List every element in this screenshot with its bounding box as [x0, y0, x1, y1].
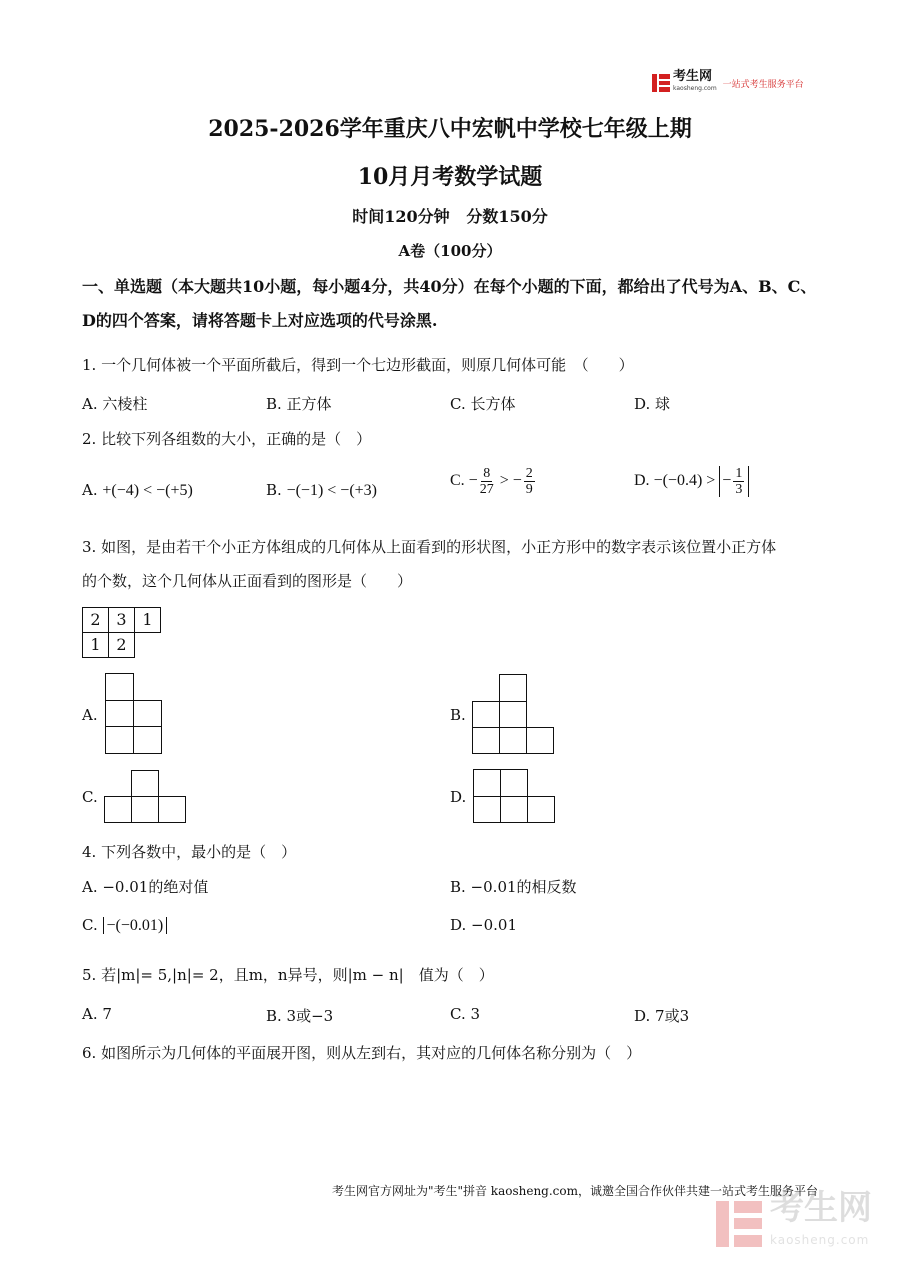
q5-option-a: A. 7 [82, 1005, 112, 1023]
watermark [716, 1188, 872, 1256]
q1-option-d: D. 球 [634, 395, 671, 413]
question-1-stem: 1. 一个几何体被一个平面所截后，得到一个七边形截面，则原几何体可能 （ ） [82, 356, 634, 374]
q4-option-a: A. −0.01的绝对值 [82, 878, 209, 896]
q5-option-d: D. 7或3 [634, 1007, 690, 1025]
watermark-text: 考生网 kaosheng.com [770, 1192, 872, 1256]
q1-option-b: B. 正方体 [266, 395, 332, 413]
grid-cell: 2 [108, 632, 135, 658]
time-score: 时间120分钟 分数150分 [352, 207, 548, 226]
q1-option-a: A. 六棱柱 [82, 395, 148, 413]
question-3-stem-line1: 3. 如图，是由若干个小正方体组成的几何体从上面看到的形状图，小正方形中的数字表示该位置小正方体 [82, 538, 777, 556]
logo-domain: kaosheng.com [673, 85, 717, 92]
grid-cell: 2 [82, 607, 109, 633]
q2-option-c: C. − $\frac{8}{27}$ > − $\frac{2}{9}$ [450, 466, 533, 497]
watermark-logo-icon [716, 1201, 762, 1247]
q2-option-d: D. −(−0.4) > − $\frac{1}{3}$ [634, 466, 749, 497]
footer-text: 考生网官方网址为"考生"拼音 kaosheng.com，诚邀全国合作伙伴共建一站式考生服务平台 [331, 1184, 818, 1198]
kaosheng-logo-icon [652, 74, 670, 92]
q5-option-c: C. 3 [450, 1005, 481, 1023]
exam-title-line1: 2025-2026学年重庆八中宏帆中学校七年级上期 [208, 116, 692, 142]
q3-option-d-label: D. [450, 788, 467, 806]
watermark-domain: kaosheng.com [770, 1233, 870, 1247]
question-6-stem: 6. 如图所示为几何体的平面展开图，则从左到右，其对应的几何体名称分别为（ ） [82, 1044, 642, 1062]
question-5-stem: 5. 若|m|= 5,|n|= 2，且m，n异号，则|m − n| 值为（ ） [82, 966, 494, 984]
volume-label: A卷（100分） [398, 242, 502, 260]
section-heading: 一、单选题（本大题共10小题，每小题4分，共40分）在每个小题的下面，都给出了代号为A、B、C、D的四个答案，请将答题卡上对应选项的代号涂黑. [82, 277, 817, 330]
q1-option-c: C. 长方体 [450, 395, 516, 413]
q2-option-a: A. +(−4) < −(+5) [82, 481, 193, 499]
logo-name: 考生网 kaosheng.com [673, 71, 717, 95]
header-slogan: 一站式考生服务平台 [722, 79, 804, 90]
question-4-stem: 4. 下列各数中，最小的是（ ） [82, 843, 297, 861]
question-2-stem: 2. 比较下列各组数的大小，正确的是（ ） [82, 430, 372, 448]
exam-title-line2: 10月月考数学试题 [357, 164, 543, 190]
question-3-stem-line2: 的个数，这个几何体从正面看到的图形是（ ） [82, 572, 413, 590]
q2-option-b: B. −(−1) < −(+3) [266, 481, 378, 499]
q4-option-b: B. −0.01的相反数 [450, 878, 577, 896]
q3-option-c-label: C. [82, 788, 98, 806]
q3-option-a-label: A. [82, 706, 98, 724]
header-logo [652, 69, 804, 94]
q4-option-c: C. −(−0.01) [82, 916, 167, 935]
grid-cell: 1 [134, 607, 161, 633]
q3-option-b-label: B. [450, 706, 466, 724]
q5-option-b: B. 3或−3 [266, 1007, 334, 1025]
grid-cell: 3 [108, 607, 135, 633]
grid-cell: 1 [82, 632, 109, 658]
q4-option-d: D. −0.01 [450, 916, 517, 934]
